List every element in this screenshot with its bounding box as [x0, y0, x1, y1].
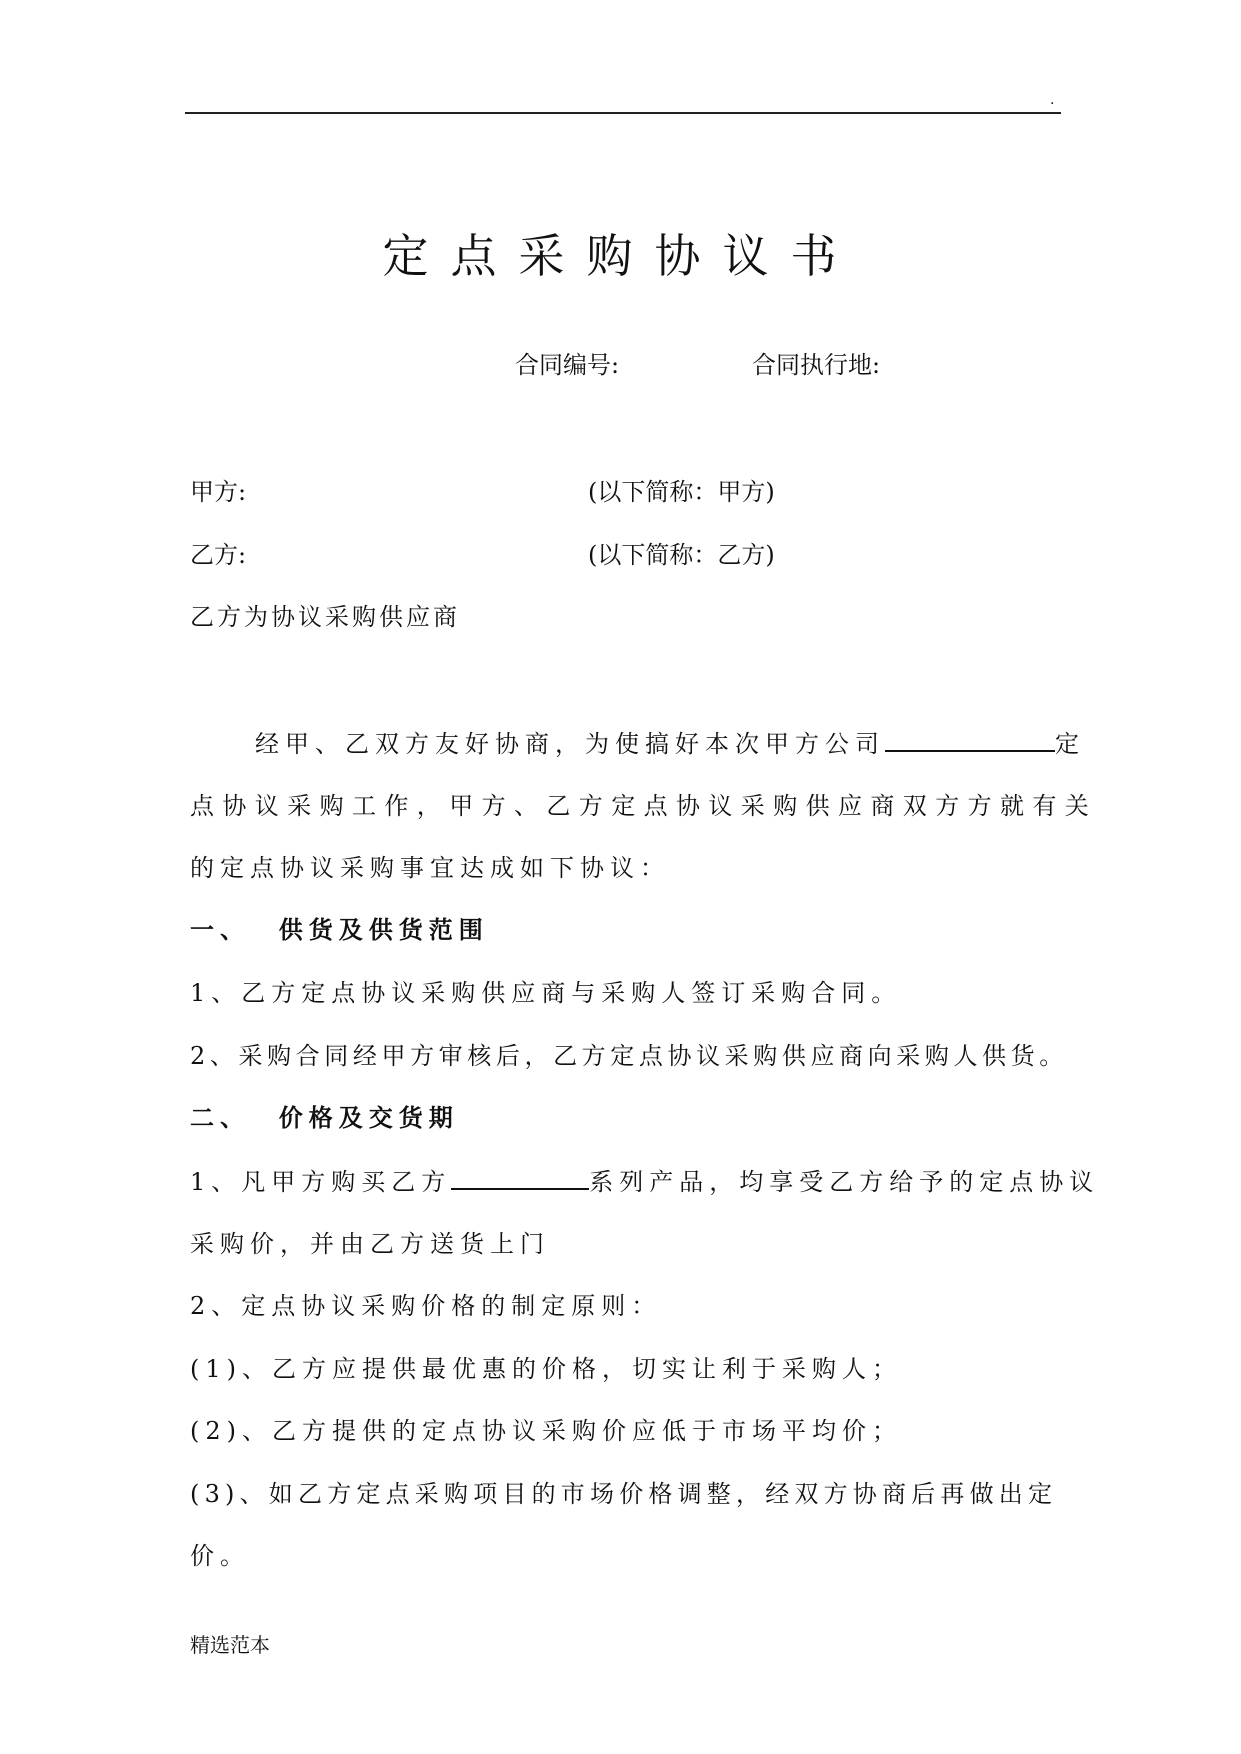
- party-a-alias: (以下简称：甲方): [588, 478, 775, 506]
- supplier-note: 乙方为协议采购供应商: [190, 603, 460, 631]
- intro-line-1: [255, 728, 1085, 759]
- footer-text: 精选范本: [190, 1633, 270, 1657]
- section-1-item-1: 1、乙方定点协议采购供应商与采购人签订采购合同。: [190, 979, 902, 1007]
- intro-line-1-text: 经甲、乙双方友好协商，为使搞好本次甲方公司: [255, 730, 885, 758]
- section-2-item-1: [190, 1166, 1099, 1197]
- section-2-sub-2: (2)、乙方提供的定点协议采购价应低于市场平均价；: [190, 1417, 902, 1445]
- intro-line-1-tail: 定: [1055, 730, 1085, 758]
- header-mark: .: [1050, 92, 1055, 108]
- intro-line-2: 点协议采购工作，甲方、乙方定点协议采购供应商双方方就有关: [190, 792, 1098, 820]
- party-b-label: 乙方:: [190, 541, 247, 569]
- section-1-heading: 一、 供货及供货范围: [190, 916, 489, 944]
- section-2-item-1-cont: 采购价，并由乙方送货上门: [190, 1230, 550, 1258]
- section-2-item-2: 2、定点协议采购价格的制定原则：: [190, 1292, 662, 1320]
- party-a-label: 甲方:: [190, 478, 247, 506]
- product-series-blank: [451, 1166, 589, 1190]
- intro-line-3: 的定点协议采购事宜达成如下协议：: [190, 854, 670, 882]
- party-b-alias: (以下简称：乙方): [588, 541, 775, 569]
- contract-number-label: 合同编号:: [515, 351, 620, 379]
- section-2-item-1-text: 1、凡甲方购买乙方: [190, 1168, 452, 1196]
- header-rule: [185, 112, 1061, 114]
- section-2-sub-3: (3)、如乙方定点采购项目的市场价格调整，经双方协商后再做出定: [190, 1480, 1058, 1508]
- company-name-blank: [885, 728, 1055, 752]
- section-2-sub-1: (1)、乙方应提供最优惠的价格，切实让利于采购人；: [190, 1355, 902, 1383]
- contract-place-label: 合同执行地:: [752, 351, 881, 379]
- section-2-sub-3-cont: 价。: [190, 1542, 250, 1570]
- document-title: 定点采购协议书: [382, 229, 859, 283]
- section-1-item-2: 2、采购合同经甲方审核后，乙方定点协议采购供应商向采购人供货。: [190, 1042, 1068, 1070]
- section-2-item-1-tail: 系列产品，均享受乙方给予的定点协议: [589, 1168, 1100, 1196]
- section-2-heading: 二、 价格及交货期: [190, 1104, 459, 1132]
